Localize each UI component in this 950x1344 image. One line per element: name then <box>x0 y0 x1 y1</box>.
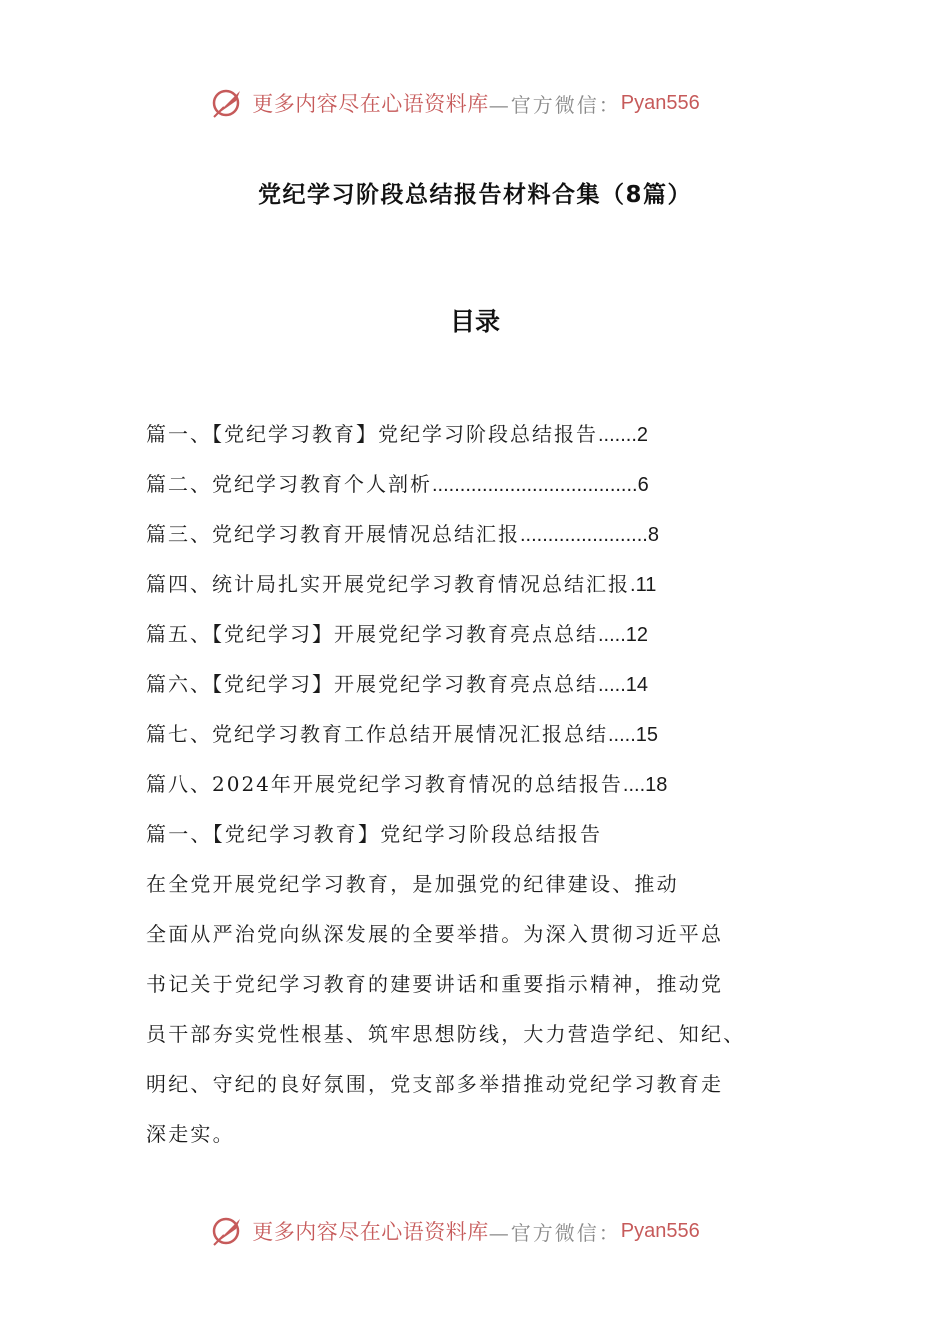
toc-entry-page: 18 <box>645 774 668 796</box>
toc-entry-2[interactable] <box>146 466 786 516</box>
toc-entry-leader: ..... <box>608 724 636 746</box>
quill-logo-icon <box>210 1213 246 1249</box>
paragraph-line: 员干部夯实党性根基、筑牢思想防线，大力营造学纪、知纪、 <box>146 1022 746 1046</box>
watermark-separator: —官方微信： <box>488 92 621 117</box>
toc-entry-7[interactable] <box>146 716 786 766</box>
quill-logo-icon <box>210 85 246 121</box>
toc-entry-6[interactable] <box>146 666 786 716</box>
toc-entry-leader: ....... <box>598 424 637 446</box>
toc-entry-leader: ..... <box>598 624 626 646</box>
toc-entry-text: 篇二、党纪学习教育个人剖析 <box>146 472 432 496</box>
toc-entry-1[interactable] <box>146 416 786 466</box>
toc-entry-leader: . <box>630 574 636 596</box>
toc-entry-page: 2 <box>636 424 649 446</box>
paragraph-line: 全面从严治党向纵深发展的全要举措。为深入贯彻习近平总 <box>146 922 724 946</box>
toc-entry-page: 14 <box>625 674 649 696</box>
toc-entry-page: 12 <box>625 624 649 646</box>
toc-entry-text: 篇七、党纪学习教育工作总结开展情况汇报总结 <box>146 722 608 746</box>
paragraph-line: 书记关于党纪学习教育的建要讲话和重要指示精神，推动党 <box>146 972 724 996</box>
watermark-code: Pyan556 <box>620 91 700 114</box>
toc-entry-text: 篇一、【党纪学习教育】党纪学习阶段总结报告 <box>146 422 598 446</box>
watermark-site-text: 更多内容尽在心语资料库 <box>252 1220 489 1244</box>
toc-entry-4[interactable] <box>146 566 786 616</box>
toc-entry-8[interactable] <box>146 766 786 816</box>
toc-entry-5[interactable] <box>146 616 786 666</box>
watermark-site-text: 更多内容尽在心语资料库 <box>252 92 489 116</box>
toc-entry-text: 篇三、党纪学习教育开展情况总结汇报 <box>146 522 520 546</box>
document-title: 党纪学习阶段总结报告材料合集（8篇） <box>257 182 692 208</box>
toc-entry-leader: ..................................... <box>432 474 638 496</box>
section-heading: 篇一、【党纪学习教育】党纪学习阶段总结报告 <box>146 822 603 846</box>
toc-entry-leader: ..... <box>598 674 626 696</box>
toc-entry-text: 篇六、【党纪学习】开展党纪学习教育亮点总结 <box>146 672 598 696</box>
toc-entry-page: 11 <box>635 574 657 596</box>
watermark-separator: —官方微信： <box>488 1220 621 1245</box>
toc-entry-page: 8 <box>647 524 659 546</box>
toc-entry-page: 6 <box>637 474 649 496</box>
footer-watermark <box>0 1206 950 1256</box>
watermark-code: Pyan556 <box>620 1219 700 1242</box>
toc-entry-leader: ....................... <box>520 524 648 546</box>
header-watermark <box>0 78 950 128</box>
table-of-contents <box>146 416 786 816</box>
toc-entry-text: 篇四、统计局扎实开展党纪学习教育情况总结汇报 <box>146 572 630 596</box>
paragraph-line: 深走实。 <box>146 1122 235 1146</box>
section-body <box>146 816 796 1166</box>
toc-entry-leader: .... <box>622 774 646 796</box>
toc-entry-text: 篇八、2024年开展党纪学习教育情况的总结报告 <box>146 772 623 796</box>
toc-entry-3[interactable] <box>146 516 786 566</box>
paragraph-line: 明纪、守纪的良好氛围，党支部多举措推动党纪学习教育走 <box>146 1072 724 1096</box>
toc-entry-page: 15 <box>635 724 659 746</box>
toc-heading: 目录 <box>449 307 500 336</box>
paragraph-line: 在全党开展党纪学习教育，是加强党的纪律建设、推动 <box>146 872 679 896</box>
toc-entry-text: 篇五、【党纪学习】开展党纪学习教育亮点总结 <box>146 622 598 646</box>
